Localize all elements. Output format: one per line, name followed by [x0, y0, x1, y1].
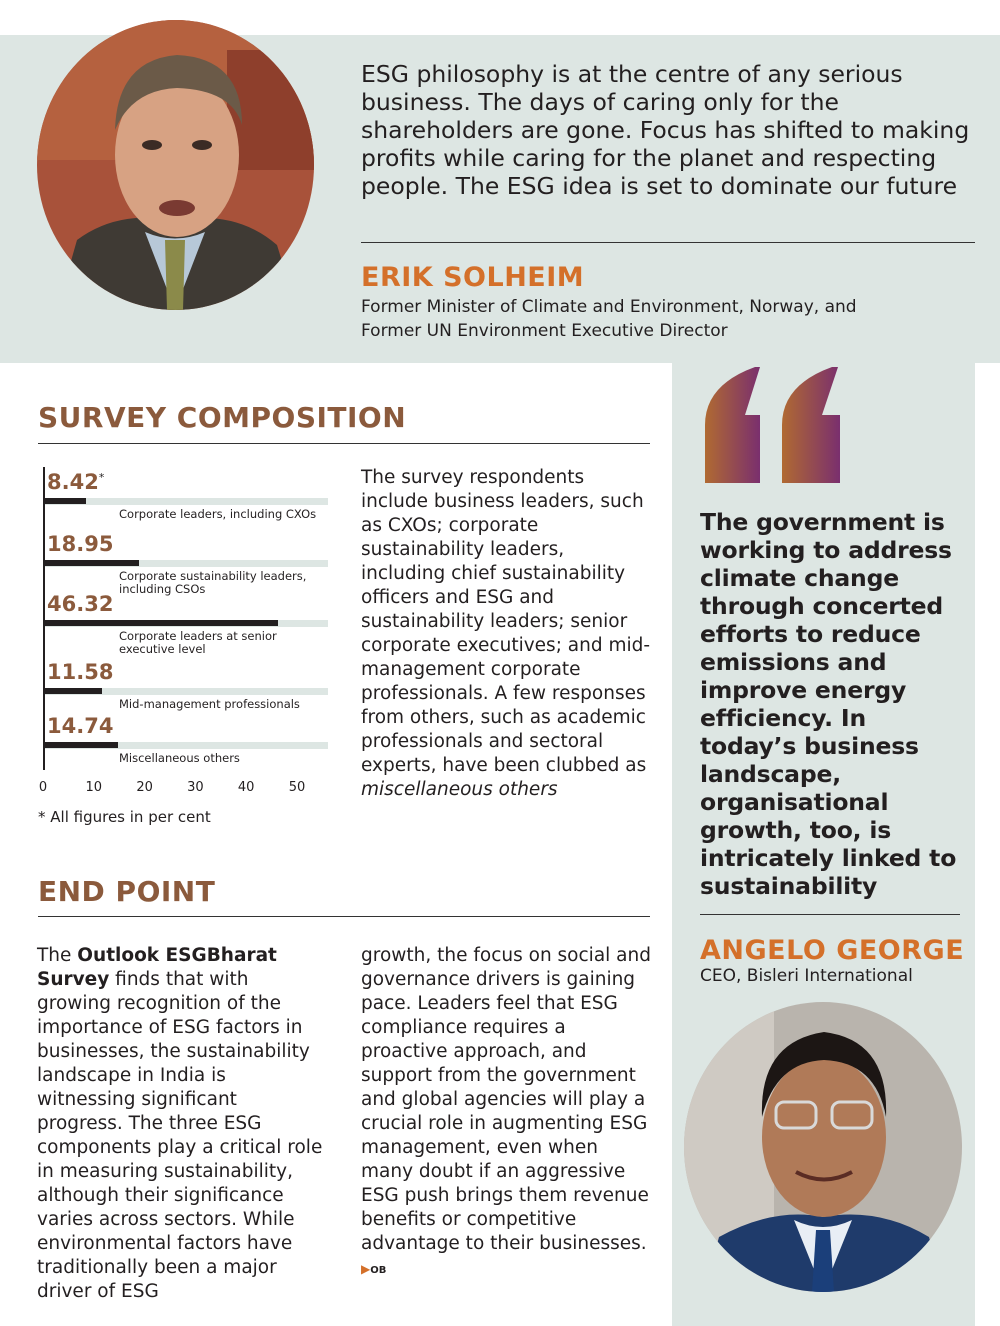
angelo-quote: The government is working to address climate change through concerted efforts to reduce emissions and improve energy efficiency. In today’s business landscape, organisational growth, too, is intricately linked to sustainability [700, 508, 957, 900]
erik-role-line1: Former Minister of Climate and Environment, Norway, and [361, 297, 857, 317]
x-tick-label: 0 [38, 780, 48, 795]
end-arrow-icon: ▶ [361, 1262, 371, 1276]
bar [43, 560, 139, 566]
bar-value-label: 8.42* [47, 470, 105, 494]
survey-description-italic: miscellaneous others [361, 779, 558, 800]
end-mark: OB [370, 1265, 387, 1276]
survey-description [361, 466, 651, 802]
bar-value-label: 18.95 [47, 532, 114, 556]
right-quote-divider [700, 914, 960, 915]
endpoint-heading: END POINT [38, 875, 216, 908]
x-tick-label: 10 [85, 780, 103, 795]
erik-name: ERIK SOLHEIM [361, 262, 585, 293]
x-tick-label: 30 [187, 780, 204, 795]
bar [43, 498, 86, 504]
angelo-name: ANGELO GEORGE [700, 935, 965, 966]
bar-category-label: Mid-management professionals [119, 697, 300, 711]
survey-description-text: The survey respondents include business leaders, such as CXOs; corporate sustainability leaders, including chief sustainability officers and ESG and sustainability leaders; senior corporate executives; and mid-management corporate professionals. A few responses from others, such as academic professionals and sectoral experts, have been clubbed as [361, 467, 651, 776]
x-tick-label: 20 [136, 780, 153, 795]
erik-role [361, 295, 961, 343]
survey-heading: SURVEY COMPOSITION [38, 401, 407, 434]
bar-category-label: Miscellaneous others [119, 751, 240, 765]
erik-role-line2: Former UN Environment Executive Director [361, 321, 728, 341]
endpoint-lead-plain: The [37, 945, 78, 966]
endpoint-heading-divider [38, 916, 650, 917]
endpoint-column-2 [361, 944, 651, 1283]
bar-category-label: Corporate leaders at senior executive level [119, 629, 277, 656]
bar [43, 742, 118, 748]
x-tick-label: 40 [237, 780, 255, 795]
erik-quote: ESG philosophy is at the centre of any serious business. The days of caring only for the shareholders are gone. Focus has shifted to making profits while caring for the planet and respecting people. The ESG idea is set to dominate our future [361, 60, 970, 200]
survey-heading-divider [38, 443, 650, 444]
endpoint-col1-text: finds that with growing recognition of the importance of ESG factors in businesses, the sustainability landscape in India is witnessing significant progress. The three ESG components play a critical role in measuring sustainability, although their significance varies across sectors. While environmental factors have traditionally been a major driver of ESG [37, 969, 323, 1302]
bar-value-label: 14.74 [47, 714, 114, 738]
top-quote-divider [361, 242, 975, 243]
bar-value-label: 11.58 [47, 660, 114, 684]
endpoint-lead-bold: Outlook ESGBharat Survey [37, 945, 277, 990]
endpoint-col2-text: growth, the focus on social and governance drivers is gaining pace. Leaders feel that ESG compliance requires a proactive approach, and support from the government and global agencies will play a crucial role in augmenting ESG management, even when many doubt if an aggressive ESG push brings them revenue benefits or competitive advantage to their businesses. [361, 945, 651, 1254]
bar-value-label: 46.32 [47, 592, 114, 616]
erik-solheim-portrait [37, 20, 314, 310]
bar-category-label: Corporate sustainability leaders, including CSOs [119, 569, 307, 596]
bar-category-label: Corporate leaders, including CXOs [119, 507, 317, 521]
bar [43, 688, 102, 694]
endpoint-column-1 [37, 944, 327, 1304]
bar-value-asterisk: * [98, 471, 105, 484]
x-tick-label: 50 [288, 780, 306, 795]
chart-footnote: * All figures in per cent [38, 808, 211, 826]
x-axis-baseline [43, 467, 45, 770]
angelo-george-portrait [684, 1002, 962, 1292]
bar [43, 620, 278, 626]
quote-mark-icon [700, 365, 845, 485]
angelo-role: CEO, Bisleri International [700, 966, 913, 986]
